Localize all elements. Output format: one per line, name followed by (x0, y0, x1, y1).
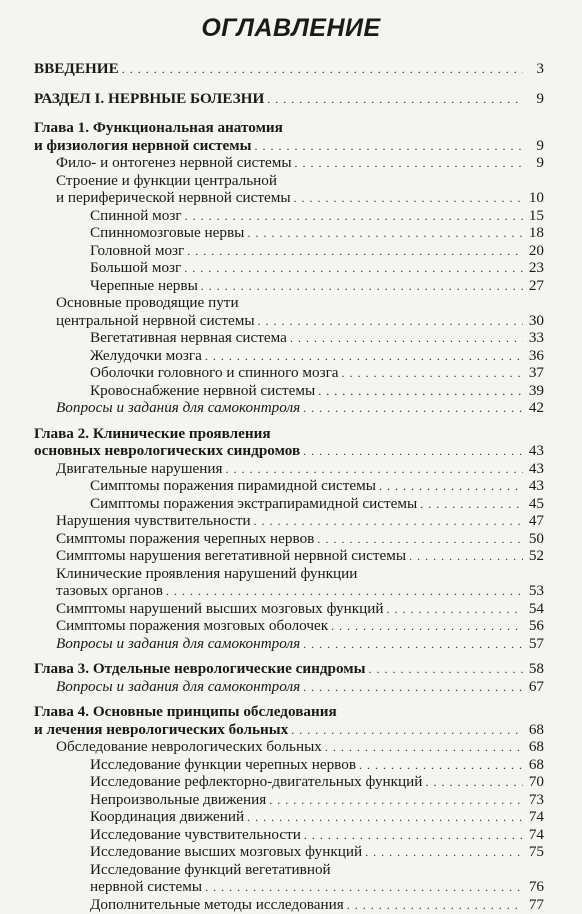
dot-leader (258, 313, 523, 331)
toc-entry[interactable] (34, 277, 544, 295)
toc-entry-page: 73 (526, 791, 544, 809)
toc-entry-title: Кровоснабжение нервной системы (90, 382, 315, 400)
dot-leader (347, 897, 523, 914)
toc-entry-title: Желудочки мозга (90, 347, 202, 365)
toc-entry-title: Оболочки головного и спинного мозга (90, 364, 339, 382)
toc-entry[interactable] (34, 259, 544, 277)
toc-entry-title: ВВЕДЕНИЕ (34, 60, 119, 78)
toc-entry-page: 47 (526, 512, 544, 530)
toc-entry-page: 39 (526, 382, 544, 400)
toc-entry-page: 74 (526, 826, 544, 844)
toc-entry[interactable] (34, 721, 544, 739)
toc-entry-page: 43 (526, 460, 544, 478)
toc-entry-title: Симптомы нарушения вегетативной нервной системы (56, 547, 406, 565)
toc-entry[interactable] (34, 189, 544, 207)
toc-entry-title: Симптомы поражения пирамидной системы (90, 477, 376, 495)
dot-leader (291, 722, 523, 740)
section-gap (34, 652, 544, 660)
dot-leader (331, 618, 523, 636)
toc-entry[interactable] (34, 242, 544, 260)
toc-entry[interactable] (34, 172, 544, 190)
toc-entry[interactable] (34, 495, 544, 513)
dot-leader (303, 679, 523, 697)
toc-entry[interactable] (34, 224, 544, 242)
toc-entry[interactable] (34, 617, 544, 635)
toc-entry[interactable] (34, 137, 544, 155)
section-gap (34, 107, 544, 119)
toc-entry[interactable] (34, 660, 544, 678)
toc-entry-page: 30 (526, 312, 544, 330)
toc-entry-title: Большой мозг (90, 259, 181, 277)
dot-leader (247, 809, 523, 827)
toc-entry[interactable] (34, 294, 544, 312)
dot-leader (255, 138, 524, 156)
toc-entry-title: Фило- и онтогенез нервной системы (56, 154, 292, 172)
toc-entry[interactable] (34, 90, 544, 108)
dot-leader (267, 91, 523, 109)
toc-entry-title: Симптомы поражения черепных нервов (56, 530, 314, 548)
toc-entry-title: Вопросы и задания для самоконтроля (56, 678, 300, 696)
dot-leader (425, 774, 523, 792)
toc-entry-page: 37 (526, 364, 544, 382)
toc-entry-page: 52 (526, 547, 544, 565)
dot-leader (368, 661, 523, 679)
toc-entry-page: 57 (526, 635, 544, 653)
toc-entry-page: 54 (526, 600, 544, 618)
dot-leader (318, 383, 523, 401)
toc-entry-page: 77 (526, 896, 544, 914)
toc-entry-page: 20 (526, 242, 544, 260)
toc-entry-page: 18 (526, 224, 544, 242)
toc-entry-page: 27 (526, 277, 544, 295)
toc-entry-title: Клинические проявления нарушений функции (56, 565, 357, 583)
toc-entry-page: 9 (526, 137, 544, 155)
toc-entry-page: 42 (526, 399, 544, 417)
dot-leader (122, 61, 523, 79)
dot-leader (387, 601, 523, 619)
toc-entry-title: Двигательные нарушения (56, 460, 223, 478)
toc-entry-page: 15 (526, 207, 544, 225)
toc-entry[interactable] (34, 399, 544, 417)
toc-entry-title: Непроизвольные движения (90, 791, 266, 809)
toc-entry-page: 53 (526, 582, 544, 600)
toc-entry[interactable] (34, 547, 544, 565)
toc-entry[interactable] (34, 154, 544, 172)
toc-entry-title: Глава 2. Клинические проявления (34, 425, 271, 443)
toc-entry[interactable] (34, 312, 544, 330)
dot-leader (409, 548, 523, 566)
toc-entry[interactable] (34, 119, 544, 137)
dot-leader (317, 531, 523, 549)
toc-entry-page: 10 (526, 189, 544, 207)
dot-leader (201, 278, 523, 296)
toc-entry-title: Вопросы и задания для самоконтроля (56, 399, 300, 417)
toc-entry-page: 43 (526, 477, 544, 495)
toc-entry-title: Исследование высших мозговых функций (90, 843, 362, 861)
toc-entry-title: и физиология нервной системы (34, 137, 252, 155)
dot-leader (365, 844, 523, 862)
dot-leader (254, 513, 523, 531)
dot-leader (294, 190, 523, 208)
toc-entry-title: нервной системы (90, 878, 202, 896)
toc-entry-title: Исследование функций вегетативной (90, 861, 331, 879)
toc-entry-title: Симптомы поражения мозговых оболочек (56, 617, 328, 635)
toc-entry-page: 68 (526, 738, 544, 756)
toc-entry[interactable] (34, 60, 544, 78)
toc-entry-title: Спинномозговые нервы (90, 224, 244, 242)
dot-leader (226, 461, 523, 479)
toc-entry-title: Дополнительные методы исследования (90, 896, 344, 914)
toc-entry-page: 9 (526, 154, 544, 172)
section-gap (34, 417, 544, 425)
dot-leader (303, 636, 523, 654)
toc-entry[interactable] (34, 382, 544, 400)
toc-entry-page: 33 (526, 329, 544, 347)
toc-entry-title: Обследование неврологических больных (56, 738, 322, 756)
toc-entry-page: 76 (526, 878, 544, 896)
toc-entry-page: 68 (526, 721, 544, 739)
dot-leader (205, 879, 523, 897)
toc-entry[interactable] (34, 843, 544, 861)
page-title: ОГЛАВЛЕНИЕ (0, 14, 582, 43)
toc-entry-page: 58 (526, 660, 544, 678)
dot-leader (295, 155, 523, 173)
dot-leader (247, 225, 523, 243)
toc-entry-title: и периферической нервной системы (56, 189, 291, 207)
dot-leader (184, 260, 523, 278)
toc-entry[interactable] (34, 738, 544, 756)
toc-entry-title: Симптомы нарушений высших мозговых функций (56, 600, 384, 618)
toc-entry-title: тазовых органов (56, 582, 163, 600)
toc-entry-title: Строение и функции центральной (56, 172, 277, 190)
toc-entry-title: Вопросы и задания для самоконтроля (56, 635, 300, 653)
toc-entry[interactable] (34, 773, 544, 791)
toc-entry-title: Черепные нервы (90, 277, 198, 295)
toc-entry-title: Головной мозг (90, 242, 184, 260)
toc-entry[interactable] (34, 635, 544, 653)
dot-leader (303, 400, 523, 418)
toc-entry-title: Глава 3. Отдельные неврологические синдромы (34, 660, 365, 678)
toc-entry-title: Симптомы поражения экстрапирамидной системы (90, 495, 417, 513)
toc-entry[interactable] (34, 808, 544, 826)
toc-entry[interactable] (34, 477, 544, 495)
dot-leader (325, 739, 523, 757)
toc-entry[interactable] (34, 347, 544, 365)
toc-entry[interactable] (34, 207, 544, 225)
toc-entry-page: 23 (526, 259, 544, 277)
toc-entry-title: и лечения неврологических больных (34, 721, 288, 739)
toc-entry[interactable] (34, 600, 544, 618)
toc-entry[interactable] (34, 425, 544, 443)
toc-entry-title: центральной нервной системы (56, 312, 255, 330)
toc-entry-title: Основные проводящие пути (56, 294, 239, 312)
dot-leader (166, 583, 523, 601)
toc-entry[interactable] (34, 791, 544, 809)
toc-entry-page: 3 (526, 60, 544, 78)
toc-entry[interactable] (34, 678, 544, 696)
toc-entry[interactable] (34, 703, 544, 721)
dot-leader (379, 478, 523, 496)
toc-entry-title: Исследование рефлекторно-двигательных функций (90, 773, 422, 791)
toc-entry[interactable] (34, 565, 544, 583)
dot-leader (185, 208, 523, 226)
toc-entry[interactable] (34, 512, 544, 530)
section-gap (34, 78, 544, 90)
table-of-contents (34, 60, 544, 913)
dot-leader (420, 496, 523, 514)
toc-entry[interactable] (34, 826, 544, 844)
toc-entry[interactable] (34, 364, 544, 382)
toc-entry-page: 56 (526, 617, 544, 635)
toc-entry[interactable] (34, 442, 544, 460)
toc-entry-page: 75 (526, 843, 544, 861)
toc-entry-title: Вегетативная нервная система (90, 329, 287, 347)
dot-leader (342, 365, 523, 383)
toc-entry[interactable] (34, 530, 544, 548)
dot-leader (205, 348, 523, 366)
dot-leader (359, 757, 523, 775)
toc-entry[interactable] (34, 756, 544, 774)
dot-leader (304, 827, 523, 845)
toc-entry-page: 36 (526, 347, 544, 365)
toc-entry-title: РАЗДЕЛ I. НЕРВНЫЕ БОЛЕЗНИ (34, 90, 264, 108)
toc-entry-title: Спинной мозг (90, 207, 182, 225)
toc-entry-page: 45 (526, 495, 544, 513)
dot-leader (290, 330, 523, 348)
toc-entry[interactable] (34, 329, 544, 347)
toc-entry[interactable] (34, 582, 544, 600)
toc-entry-title: Нарушения чувствительности (56, 512, 251, 530)
toc-entry-title: основных неврологических синдромов (34, 442, 300, 460)
toc-entry-title: Координация движений (90, 808, 244, 826)
toc-entry-page: 9 (526, 90, 544, 108)
section-gap (34, 695, 544, 703)
toc-entry-title: Исследование функции черепных нервов (90, 756, 356, 774)
dot-leader (269, 792, 523, 810)
toc-entry-page: 70 (526, 773, 544, 791)
toc-entry-title: Исследование чувствительности (90, 826, 301, 844)
toc-entry[interactable] (34, 896, 544, 914)
dot-leader (303, 443, 523, 461)
toc-entry-page: 50 (526, 530, 544, 548)
toc-entry-page: 68 (526, 756, 544, 774)
toc-entry[interactable] (34, 460, 544, 478)
toc-entry-page: 67 (526, 678, 544, 696)
toc-entry-title: Глава 1. Функциональная анатомия (34, 119, 283, 137)
toc-entry-title: Глава 4. Основные принципы обследования (34, 703, 337, 721)
dot-leader (187, 243, 523, 261)
toc-entry-page: 43 (526, 442, 544, 460)
toc-entry[interactable] (34, 861, 544, 879)
toc-entry[interactable] (34, 878, 544, 896)
toc-entry-page: 74 (526, 808, 544, 826)
